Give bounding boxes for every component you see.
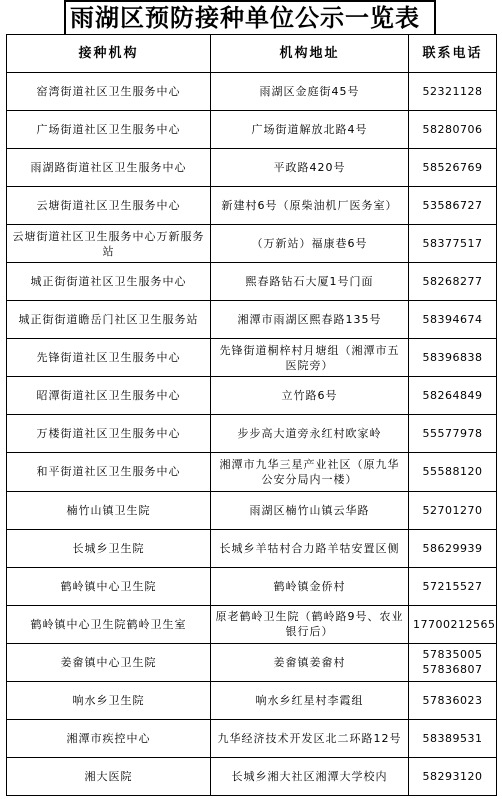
institution-name: 长城乡卫生院	[7, 529, 211, 567]
institution-name: 万楼街道社区卫生服务中心	[7, 415, 211, 453]
table-row	[7, 415, 497, 453]
institution-name: 广场街道社区卫生服务中心	[7, 111, 211, 149]
institution-phone: 53586727	[409, 187, 497, 225]
institution-phone: 58293120	[409, 757, 497, 795]
institution-phone: 55577978	[409, 415, 497, 453]
institution-phone: 58394674	[409, 301, 497, 339]
table-row	[7, 339, 497, 377]
institution-name: 云塘街道社区卫生服务中心万新服务站	[7, 225, 211, 263]
table-row	[7, 149, 497, 187]
table-row	[7, 263, 497, 301]
institution-phone-secondary: 57836807	[422, 663, 483, 677]
institution-phone: 58396838	[409, 339, 497, 377]
institution-name: 楠竹山镇卫生院	[7, 491, 211, 529]
institution-address: 立竹路6号	[211, 377, 409, 415]
institution-address: 湘潭市雨湖区熙春路135号	[211, 301, 409, 339]
table-row	[7, 491, 497, 529]
institution-name: 窑湾街道社区卫生服务中心	[7, 73, 211, 111]
institution-name: 云塘街道社区卫生服务中心	[7, 187, 211, 225]
institution-phone: 58526769	[409, 149, 497, 187]
table-row	[7, 301, 497, 339]
institution-address: 平政路420号	[211, 149, 409, 187]
institution-name: 先锋街道社区卫生服务中心	[7, 339, 211, 377]
institution-address: 雨湖区金庭街45号	[211, 73, 409, 111]
institution-address: 雨湖区楠竹山镇云华路	[211, 491, 409, 529]
table-row	[7, 377, 497, 415]
institution-address: 湘潭市九华三星产业社区（原九华公安分局内一楼）	[211, 453, 409, 491]
institution-phone: 58264849	[409, 377, 497, 415]
table-row	[7, 719, 497, 757]
institution-phone: 58280706	[409, 111, 497, 149]
table-row	[7, 567, 497, 605]
institution-phone: 57215527	[409, 567, 497, 605]
table-row	[7, 643, 497, 681]
institution-name: 姜畲镇中心卫生院	[7, 643, 211, 681]
header-phone: 联系电话	[409, 35, 497, 73]
table-row	[7, 73, 497, 111]
table-row	[7, 453, 497, 491]
institution-address: 长城乡湘大社区湘潭大学校内	[211, 757, 409, 795]
table-row	[7, 529, 497, 567]
institution-name: 昭潭街道社区卫生服务中心	[7, 377, 211, 415]
page-title: 雨湖区预防接种单位公示一览表	[64, 0, 436, 34]
institution-phone: 58629939	[409, 529, 497, 567]
institution-phone: 55588120	[409, 453, 497, 491]
table-row	[7, 757, 497, 795]
institution-name: 城正街街道社区卫生服务中心	[7, 263, 211, 301]
table-row	[7, 681, 497, 719]
institution-name: 鹤岭镇中心卫生院	[7, 567, 211, 605]
header-institution: 接种机构	[7, 35, 211, 73]
institution-phone: 57835005	[422, 648, 483, 662]
institution-phone-pair	[409, 643, 497, 681]
institution-name: 鹤岭镇中心卫生院鹤岭卫生室	[7, 605, 211, 643]
institution-address: 姜畲镇姜畲村	[211, 643, 409, 681]
table-row	[7, 187, 497, 225]
institution-address: 新建村6号（原柴油机厂医务室）	[211, 187, 409, 225]
institution-address: 九华经济技术开发区北二环路12号	[211, 719, 409, 757]
institution-name: 和平街道社区卫生服务中心	[7, 453, 211, 491]
institution-address: （万新站）福康巷6号	[211, 225, 409, 263]
table-row	[7, 605, 497, 643]
institution-address: 响水乡红星村李霞组	[211, 681, 409, 719]
institution-address: 长城乡羊牯村合力路羊牯安置区侧	[211, 529, 409, 567]
institution-phone: 52321128	[409, 73, 497, 111]
institution-name: 雨湖路街道社区卫生服务中心	[7, 149, 211, 187]
table-row	[7, 111, 497, 149]
institution-address: 先锋街道桐梓村月塘组（湘潭市五医院旁）	[211, 339, 409, 377]
institution-phone: 58268277	[409, 263, 497, 301]
institution-address: 鹤岭镇金侨村	[211, 567, 409, 605]
header-address: 机构地址	[211, 35, 409, 73]
institution-phone: 58377517	[409, 225, 497, 263]
institution-phone: 17700212565	[409, 605, 497, 643]
institution-address: 熙春路钻石大厦1号门面	[211, 263, 409, 301]
institution-phone: 52701270	[409, 491, 497, 529]
institution-address: 广场街道解放北路4号	[211, 111, 409, 149]
institution-phone: 57836023	[409, 681, 497, 719]
institution-name: 湘潭市疾控中心	[7, 719, 211, 757]
table-row	[7, 225, 497, 263]
institution-name: 城正街街道瞻岳门社区卫生服务站	[7, 301, 211, 339]
institution-address: 原老鹤岭卫生院（鹤岭路9号、农业银行后）	[211, 605, 409, 643]
vaccination-units-table	[6, 34, 497, 796]
institution-address: 步步高大道旁永红村欧家岭	[211, 415, 409, 453]
institution-phone: 58389531	[409, 719, 497, 757]
table-header-row	[7, 35, 497, 73]
institution-name: 湘大医院	[7, 757, 211, 795]
institution-name: 响水乡卫生院	[7, 681, 211, 719]
